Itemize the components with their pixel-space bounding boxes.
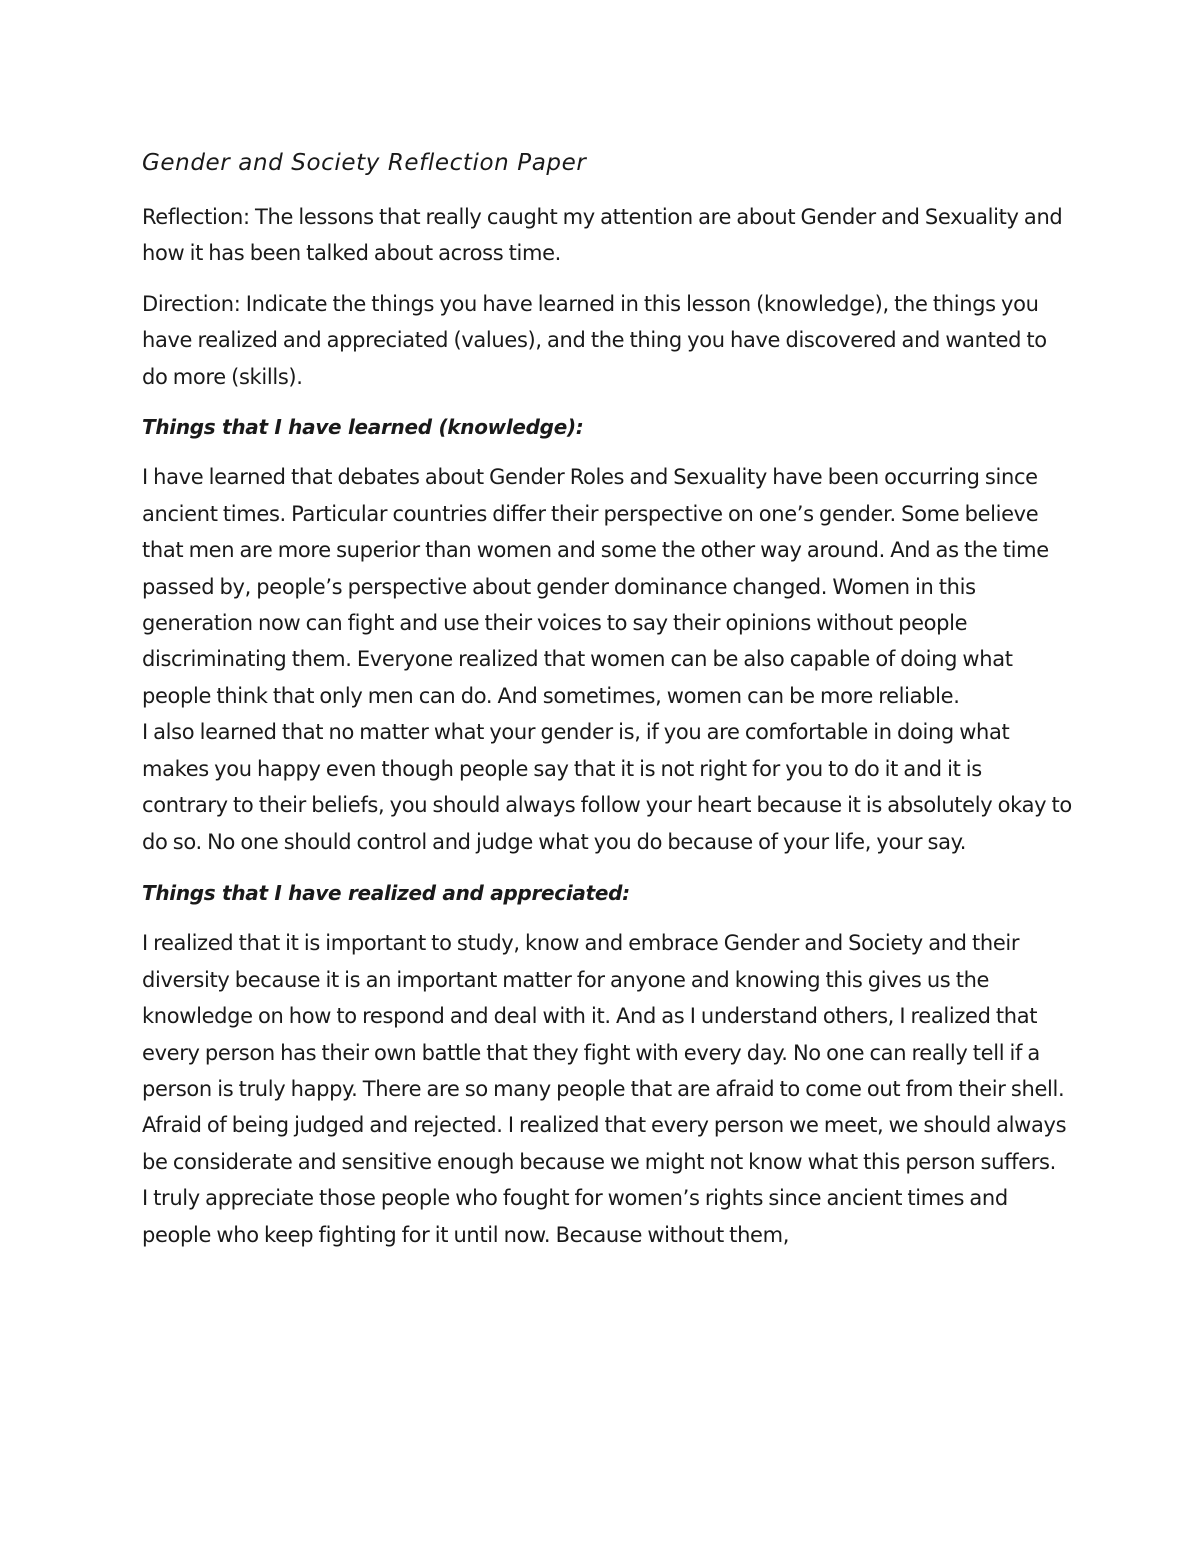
section-heading-learned: Things that I have learned (knowledge): — [142, 415, 584, 440]
direction-paragraph: Direction: Indicate the things you have learned in this lesson (knowledge), the things you have realized and appreciated (values), and the thing you have discovered and wanted to do more (skills). — [142, 291, 1047, 389]
learned-paragraph-1: I have learned that debates about Gender Roles and Sexuality have been occurring since ancient times. Particular countries differ their perspective on one’s gender. Some believe that men are more superior than women and some the other way around. And as the time passed by, people’s perspective about gender dominance changed. Women in this generation now can fight and use their voices to say their opinions without people discriminating them. Everyone realized that women can be also capable of doing what people think that only men can do. And sometimes, women can be more reliable. — [142, 465, 1049, 708]
document-page — [142, 146, 1072, 1253]
realized-paragraph-2: I truly appreciate those people who fought for women’s rights since ancient times and people who keep fighting for it until now. Because without them, — [142, 1186, 1008, 1247]
reflection-paragraph: Reflection: The lessons that really caught my attention are about Gender and Sexuality and how it has been talked about across time. — [142, 205, 1063, 266]
learned-paragraph-2: I also learned that no matter what your gender is, if you are comfortable in doing what makes you happy even though people say that it is not right for you to do it and it is contrary to their beliefs, you should always follow your heart because it is absolutely okay to do so. No one should control and judge what you do because of your life, your say. — [142, 720, 1072, 854]
document-title: Gender and Society Reflection Paper — [142, 150, 587, 176]
realized-paragraph-1: I realized that it is important to study, know and embrace Gender and Society and their diversity because it is an important matter for anyone and knowing this gives us the knowledge on how to respond and deal with it. And as I understand others, I realized that every person has their own battle that they fight with every day. No one can really tell if a person is truly happy. There are so many people that are afraid to come out from their shell. Afraid of being judged and rejected. I realized that every person we meet, we should always be considerate and sensitive enough because we might not know what this person suffers. — [142, 931, 1067, 1174]
section-heading-realized: Things that I have realized and appreciated: — [142, 880, 630, 905]
